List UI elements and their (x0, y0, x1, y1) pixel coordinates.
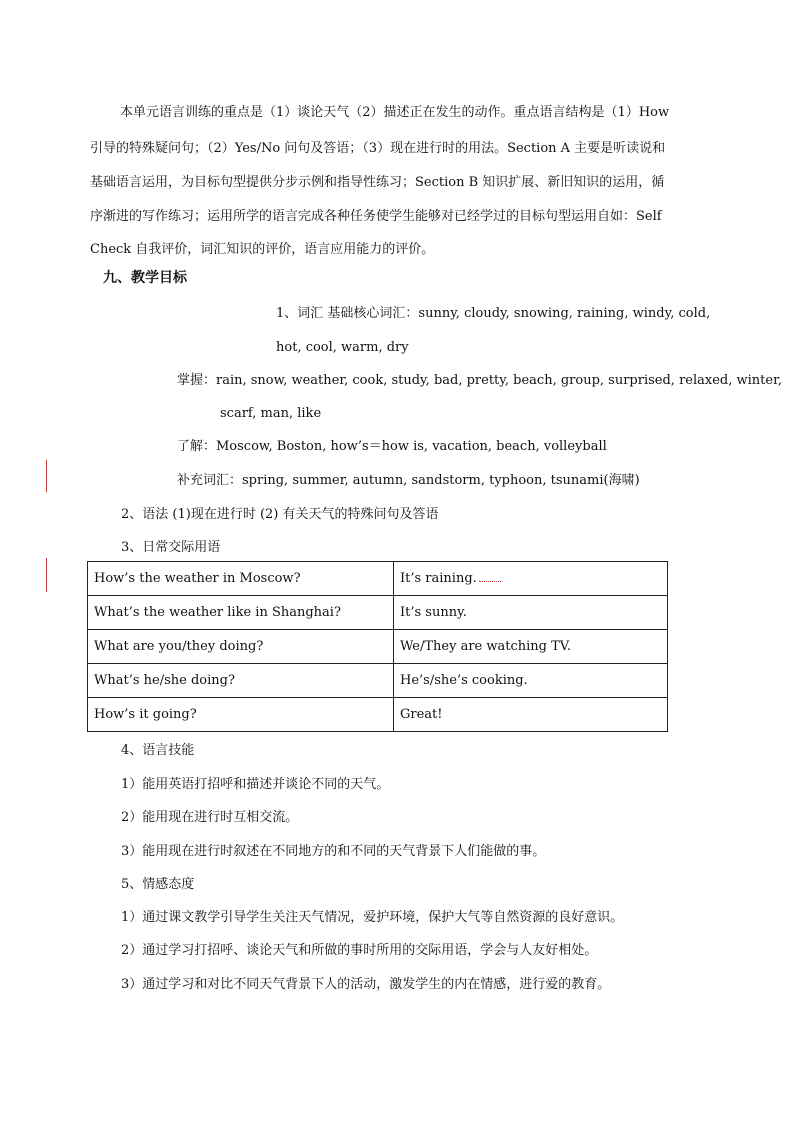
table-cell-answer: He’s/she’s cooking. (394, 664, 668, 698)
table-cell-answer: We/They are watching TV. (394, 630, 668, 664)
grammar-line: 2、语法 (1)现在进行时 (2) 有关天气的特殊问句及答语 (121, 507, 439, 522)
skills-item-2: 2）能用现在进行时互相交流。 (121, 810, 299, 825)
table-cell-question: What’s the weather like in Shanghai? (88, 596, 394, 630)
table-cell-question: How’s the weather in Moscow? (88, 562, 394, 596)
master-vocab-line-1: 掌握：rain, snow, weather, cook, study, bad, pretty, beach, group, surprised, relaxed, winter, (177, 373, 782, 388)
intro-line-2: 引导的特殊疑问句；（2）Yes/No 问句及答语；（3）现在进行时的用法。Section A 主要是听读说和 (90, 141, 666, 156)
intro-line-4: 序渐进的写作练习；运用所学的语言完成各种任务使学生能够对已经学过的目标句型运用自如：Self (90, 209, 662, 224)
table-row (88, 664, 668, 698)
table-cell-question: What are you/they doing? (88, 630, 394, 664)
attitude-item-2: 2）通过学习打招呼、谈论天气和所做的事时所用的交际用语，学会与人友好相处。 (121, 943, 598, 958)
skills-heading: 4、语言技能 (121, 743, 195, 758)
intro-line-3: 基础语言运用，为目标句型提供分步示例和指导性练习；Section B 知识扩展、新旧知识的运用，循 (90, 175, 665, 190)
skills-item-3: 3）能用现在进行时叙述在不同地方的和不同的天气背景下人们能做的事。 (121, 844, 546, 859)
table-cell-answer: It’s sunny. (394, 596, 668, 630)
table-row (88, 630, 668, 664)
revision-mark (46, 460, 47, 492)
table-row (88, 698, 668, 732)
core-vocab-line-2: hot, cool, warm, dry (276, 340, 409, 355)
revision-mark (46, 558, 47, 592)
spelling-mark (479, 581, 501, 582)
intro-line-5: Check 自我评价，词汇知识的评价，语言应用能力的评价。 (90, 242, 435, 257)
table-cell-answer: Great! (394, 698, 668, 732)
table-row (88, 562, 668, 596)
core-vocab-line-1: 1、词汇 基础核心词汇：sunny, cloudy, snowing, raining, windy, cold, (276, 306, 711, 321)
table-cell-question: What’s he/she doing? (88, 664, 394, 698)
table-cell-answer (394, 562, 668, 596)
table-row (88, 596, 668, 630)
intro-line-1: 本单元语言训练的重点是（1）谈论天气（2）描述正在发生的动作。重点语言结构是（1）How (120, 105, 670, 120)
table-cell-question: How’s it going? (88, 698, 394, 732)
skills-item-1: 1）能用英语打招呼和描述并谈论不同的天气。 (121, 777, 390, 792)
phrases-table (87, 561, 668, 732)
section-heading-objectives: 九、教学目标 (103, 270, 187, 286)
master-vocab-line-2: scarf, man, like (220, 406, 322, 421)
supplement-vocab: 补充词汇：spring, summer, autumn, sandstorm, typhoon, tsunami(海啸) (177, 473, 640, 488)
attitude-item-1: 1）通过课文教学引导学生关注天气情况，爱护环境，保护大气等自然资源的良好意识。 (121, 910, 624, 925)
attitude-item-3: 3）通过学习和对比不同天气背景下人的活动，激发学生的内在情感，进行爱的教育。 (121, 977, 611, 992)
understand-vocab: 了解：Moscow, Boston, how’s＝how is, vacation, beach, volleyball (177, 439, 607, 454)
answer-text: It’s raining. (400, 571, 477, 586)
phrases-heading: 3、日常交际用语 (121, 540, 221, 555)
attitude-heading: 5、情感态度 (121, 877, 195, 892)
